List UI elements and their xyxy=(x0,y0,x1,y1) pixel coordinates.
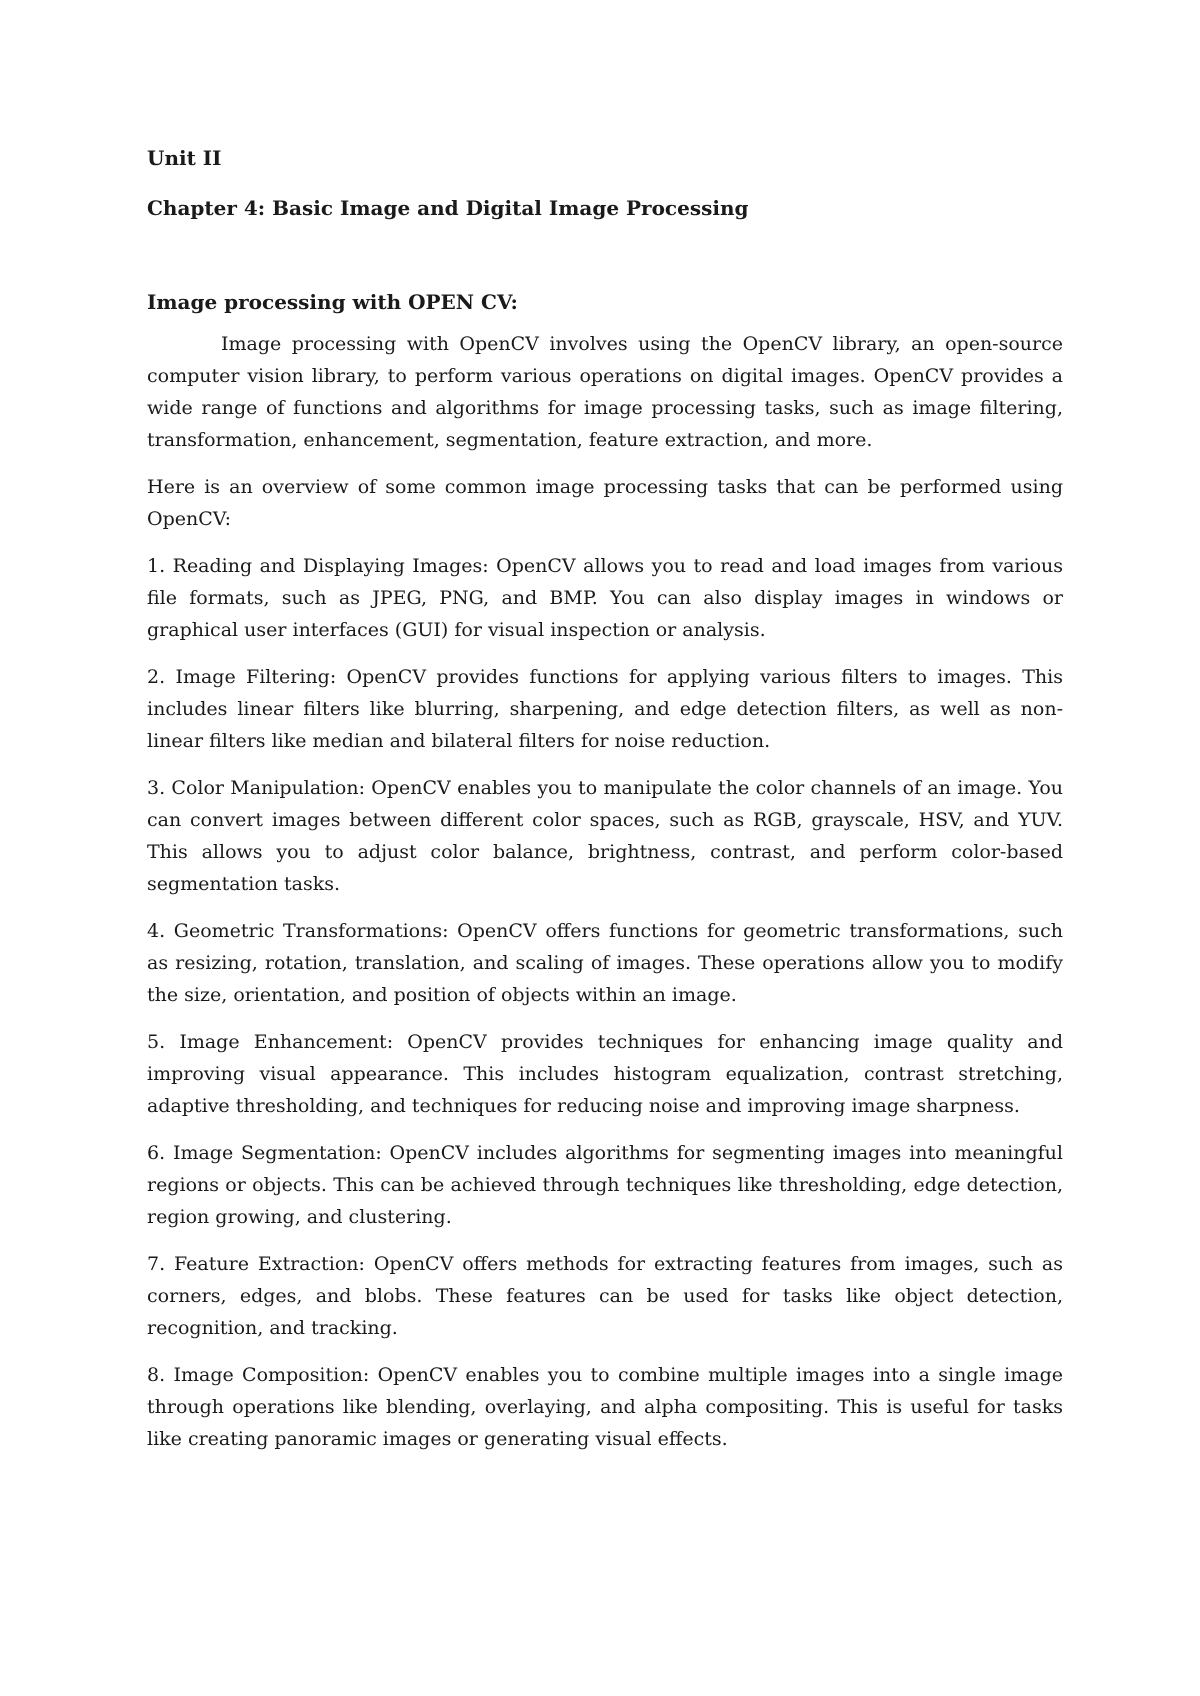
unit-title: Unit II xyxy=(147,146,222,170)
list-item: 6. Image Segmentation: OpenCV includes algorithms for segmenting images into meaningful regions or objects. This can be achieved through techniques like thresholding, edge detection, region growing, and clustering. xyxy=(147,1142,1063,1228)
list-item: 8. Image Composition: OpenCV enables you to combine multiple images into a single image through operations like blending, overlaying, and alpha compositing. This is useful for tasks like creating panoramic images or generating visual effects. xyxy=(147,1364,1063,1450)
document-body xyxy=(147,144,1063,1470)
list-item: 3. Color Manipulation: OpenCV enables you to manipulate the color channels of an image. You can convert images between different color spaces, such as RGB, grayscale, HSV, and YUV. This allows you to adjust color balance, brightness, contrast, and perform color-based segmentation tasks. xyxy=(147,777,1063,895)
list-item: 4. Geometric Transformations: OpenCV offers functions for geometric transformations, such as resizing, rotation, translation, and scaling of images. These operations allow you to modify the size, orientation, and position of objects within an image. xyxy=(147,920,1063,1006)
intro-paragraph: Image processing with OpenCV involves using the OpenCV library, an open-source computer vision library, to perform various operations on digital images. OpenCV provides a wide range of functions and algorithms for image processing tasks, such as image filtering, transformation, enhancement, segmentation, feature extraction, and more. xyxy=(147,333,1063,451)
chapter-title: Chapter 4: Basic Image and Digital Image Processing xyxy=(147,196,749,220)
list-item: 2. Image Filtering: OpenCV provides functions for applying various filters to images. This includes linear filters like blurring, sharpening, and edge detection filters, as well as non-linear filters like median and bilateral filters for noise reduction. xyxy=(147,666,1063,752)
list-item: 5. Image Enhancement: OpenCV provides techniques for enhancing image quality and improving visual appearance. This includes histogram equalization, contrast stretching, adaptive thresholding, and techniques for reducing noise and improving image sharpness. xyxy=(147,1031,1063,1117)
overview-paragraph: Here is an overview of some common image processing tasks that can be performed using OpenCV: xyxy=(147,476,1063,530)
section-title: Image processing with OPEN CV: xyxy=(147,290,518,314)
list-item: 1. Reading and Displaying Images: OpenCV allows you to read and load images from various file formats, such as JPEG, PNG, and BMP. You can also display images in windows or graphical user interfaces (GUI) for visual inspection or analysis. xyxy=(147,555,1063,641)
list-item: 7. Feature Extraction: OpenCV offers methods for extracting features from images, such as corners, edges, and blobs. These features can be used for tasks like object detection, recognition, and tracking. xyxy=(147,1253,1063,1339)
